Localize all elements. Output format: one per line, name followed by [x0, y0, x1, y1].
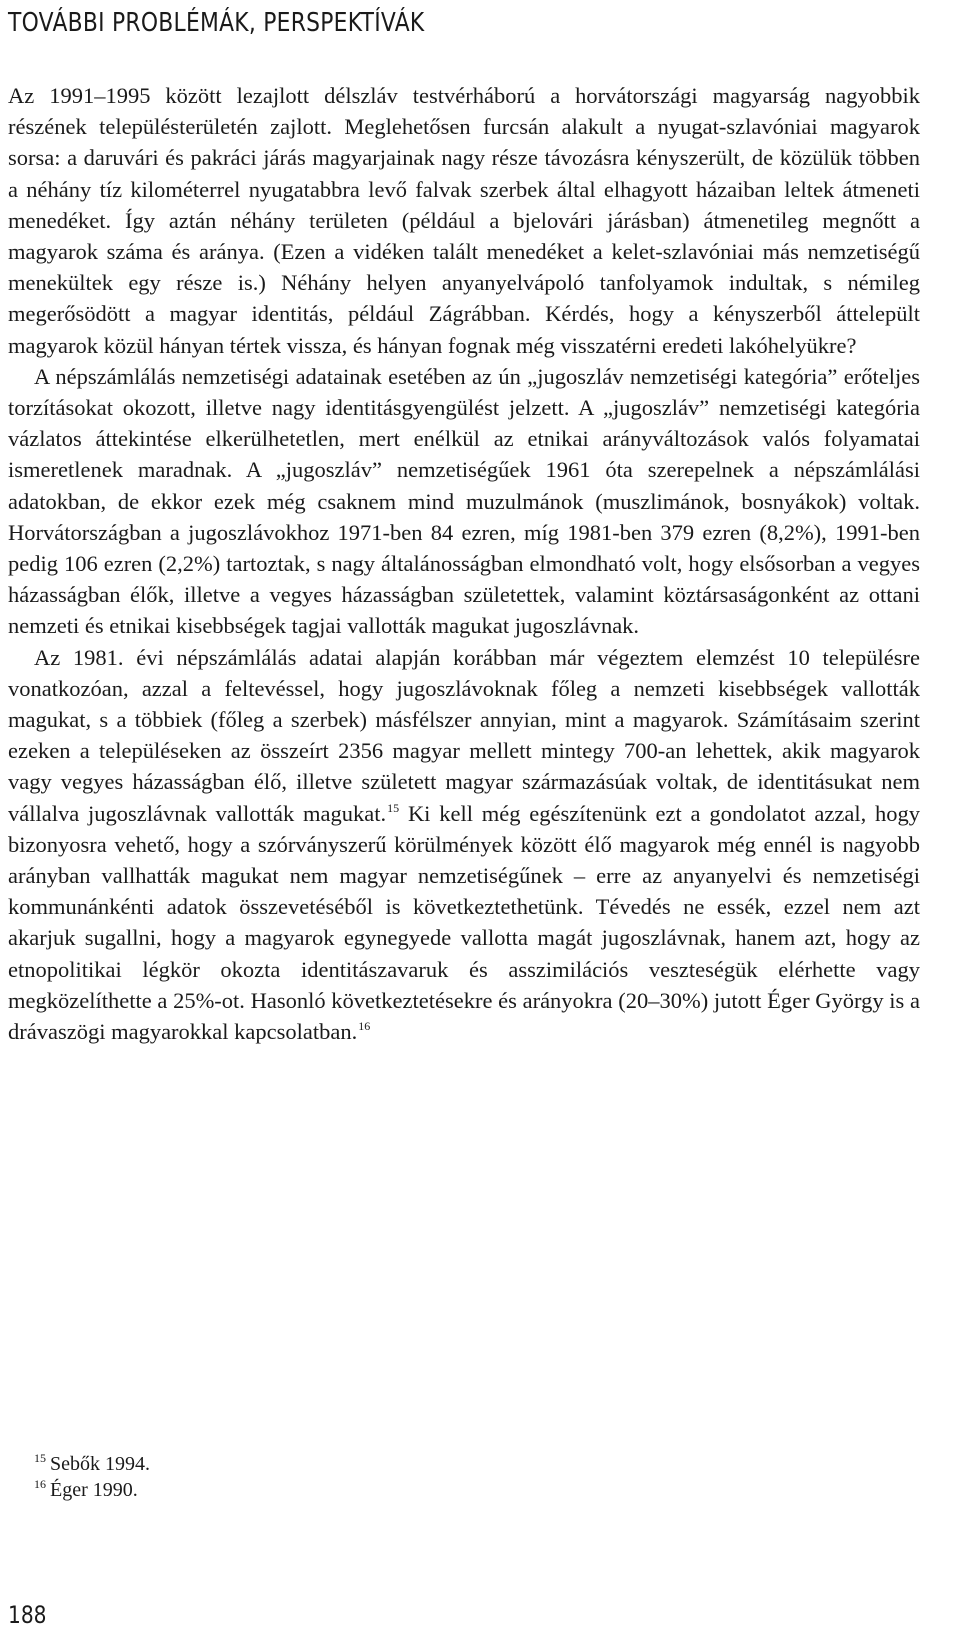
page-number: 188 — [8, 1601, 47, 1629]
paragraph-text: Az 1981. évi népszámlálás adatai alapján korábban már végeztem elemzést 10 településre vonatkozóan, azzal a feltevéssel, hogy jugoszlávoknak főleg a nemzeti kisebbségek vallották magukat, s a többiek (főleg a szerbek) másfélszer annyian, mint a magyarok. Számításaim szerint ezeken a településeken az összeírt 2356 magyar mellett mintegy 700-an lehettek, akik magyarok vagy vegyes házasságban élő, illetve született magyar származásúak voltak, de identitásukat nem vállalva jugoszlávnak vallották magukat. — [8, 644, 920, 826]
footnote-text: Éger 1990. — [50, 1479, 138, 1501]
paragraph — [8, 642, 920, 1048]
section-heading: TOVÁBBI PROBLÉMÁK, PERSPEKTÍVÁK — [8, 8, 425, 38]
footnote-text: Sebők 1994. — [50, 1453, 150, 1475]
footnote-number: 15 — [34, 1451, 46, 1465]
paragraph-text: Ki kell még egészítenünk ezt a gondolatot azzal, hogy bizonyosra vehető, hogy a szórványszerű körülmények között élő magyarok még ennél is nagyobb arányban vallhatták magukat nem magyar nemzetiségűnek – erre az anyanyelvi és nemzetiségi kommunánkénti adatok összevetéséből is következtethetünk. Tévedés ne essék, ezzel nem azt akarjuk sugallni, hogy a magyarok egynegyede vallotta magát jugoszlávnak, hanem azt, hogy az etnopolitikai légkör okozta identitászavaruk és asszimilációs veszteségük elérhette vagy megközelíthette a 25%-ot. Hasonló következtetésekre és arányokra (20–30%) jutott Éger György is a drávaszögi magyarokkal kapcsolatban. — [8, 800, 920, 1045]
paragraph-text: Az 1991–1995 között lezajlott délszláv testvérháború a horvátországi magyarság nagyobbik részének településterületén zajlott. Meglehetősen furcsán alakult a nyugat-szlavóniai magyarok sorsa: a daruvári és pakráci járás magyarjainak nagy része távozásra kényszerült, de közülük többen a néhány tíz kilométerrel nyugatabbra levő falvak szerbek által elhagyott házaiban leltek átmeneti menedéket. Így aztán néhány területen (például a bjelovári járásban) átmenetileg megnőtt a magyarok száma és aránya. (Ezen a vidéken talált menedéket a kelet-szlavóniai más nemzetiségű menekültek egy része is.) Néhány helyen anyanyelvápoló tanfolyamok indultak, s némileg megerősödött a magyar identitás, például Zágrábban. Kérdés, hogy a kényszerből áttelepült magyarok közül hányan tértek vissza, és hányan fognak még visszatérni eredeti lakóhelyükre? — [8, 83, 920, 358]
footnote-reference: 16 — [358, 1019, 371, 1034]
footnotes — [34, 1451, 150, 1503]
paragraph-text: A népszámlálás nemzetiségi adatainak esetében az ún „jugoszláv nemzetiségi kategória” erőteljes torzításokat okozott, illetve nagy identitásgyengülést jelzett. A „jugoszláv” nemzetiségi kategória vázlatos áttekintése elkerülhetetlen, mert enélkül az etnikai arányváltozások valós folyamatai ismeretlenek maradnak. A „jugoszláv” nemzetiségűek 1961 óta szerepelnek a népszámlálási adatokban, de ekkor ezek még csaknem mind muzulmánok (muszlimánok, bosnyákok) voltak. Horvátországban a jugoszlávokhoz 1971-ben 84 ezren, míg 1981-ben 379 ezren (8,2%), 1991-ben pedig 106 ezren (2,2%) tartoztak, s nagy általánosságban elmondható volt, hogy elsősorban a vegyes házasságban élők, illetve a vegyes házasságban születettek, valamint köztársaságonként az ottani nemzeti és etnikai kisebbségek tagjai vallották magukat jugoszlávnak. — [8, 363, 920, 639]
footnote — [34, 1477, 150, 1503]
body-text — [8, 80, 920, 1047]
paragraph — [8, 80, 920, 361]
paragraph — [8, 361, 920, 642]
footnote-reference: 15 — [387, 800, 400, 815]
footnote-number: 16 — [34, 1477, 46, 1491]
footnote — [34, 1451, 150, 1477]
